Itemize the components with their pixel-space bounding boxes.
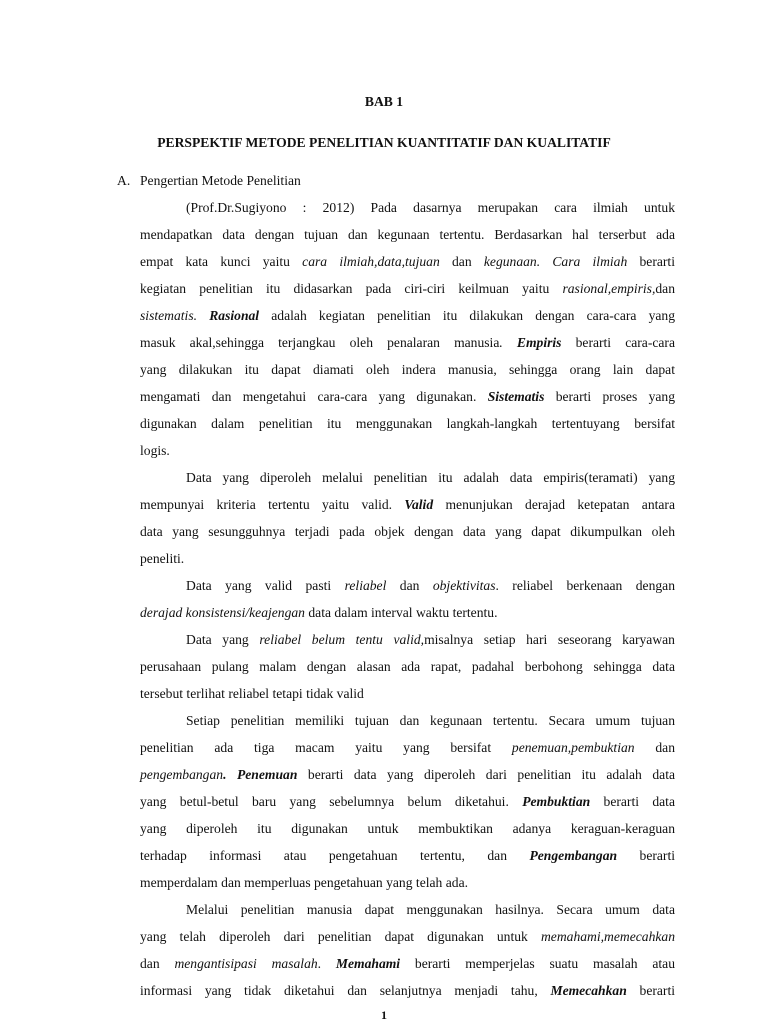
text-run: dan bbox=[140, 956, 175, 971]
text-run: data dalam interval waktu tertentu. bbox=[304, 605, 498, 620]
text-line bbox=[140, 604, 675, 622]
text-line bbox=[140, 388, 675, 406]
text-line bbox=[140, 658, 675, 676]
text-line bbox=[140, 361, 675, 379]
text-run bbox=[503, 335, 517, 350]
text-run: misalnya setiap hari seseorang karyawan bbox=[424, 632, 675, 647]
text-line bbox=[140, 550, 675, 568]
emphasis-run: Sistematis bbox=[487, 389, 545, 404]
text-line bbox=[186, 901, 675, 919]
emphasis-run: cara ilmiah,data,tujuan bbox=[302, 254, 440, 269]
text-line bbox=[140, 955, 675, 973]
text-run: Melalui penelitian manusia dapat menggunakan hasilnya. Secara umum data bbox=[186, 902, 675, 917]
page-number: 1 bbox=[381, 1008, 387, 1022]
text-run: berarti bbox=[627, 254, 675, 269]
text-run: logis. bbox=[140, 443, 170, 458]
text-run: empat kata kunci yaitu bbox=[140, 254, 303, 269]
text-run: Data yang valid pasti bbox=[186, 578, 345, 593]
text-run: terhadap informasi atau pengetahuan tertentu, dan bbox=[140, 848, 530, 863]
text-run: Data yang bbox=[186, 632, 260, 647]
section-heading: Pengertian Metode Penelitian bbox=[140, 173, 301, 188]
emphasis-run: . Penemuan bbox=[223, 767, 298, 782]
emphasis-run: Rasional bbox=[209, 308, 260, 323]
text-run: . bbox=[317, 956, 336, 971]
text-line bbox=[186, 577, 675, 595]
emphasis-run: reliabel bbox=[344, 578, 387, 593]
emphasis-run: reliabel belum tentu valid, bbox=[259, 632, 425, 647]
text-line bbox=[140, 307, 675, 325]
text-run: berarti bbox=[626, 983, 675, 998]
text-run: dan bbox=[634, 740, 675, 755]
text-run: digunakan dalam penelitian itu menggunakan langkah-langkah tertentuyang bersifat bbox=[140, 416, 675, 431]
text-run: adalah kegiatan penelitian itu dilakukan dengan cara-cara yang bbox=[259, 308, 676, 323]
text-run: berarti memperjelas suatu masalah atau bbox=[400, 956, 675, 971]
text-line bbox=[140, 685, 675, 703]
text-run: peneliti. bbox=[140, 551, 185, 566]
text-run: yang betul-betul baru yang sebelumnya belum diketahui. bbox=[140, 794, 523, 809]
text-run: berarti cara-cara bbox=[561, 335, 675, 350]
text-run: tersebut terlihat reliabel tetapi tidak valid bbox=[140, 686, 364, 701]
emphasis-run: mengantisipasi masalah bbox=[174, 956, 318, 971]
text-run: kegiatan penelitian itu didasarkan pada ciri-ciri keilmuan yaitu bbox=[140, 281, 563, 296]
text-run: berarti bbox=[617, 848, 675, 863]
section-marker: A. bbox=[117, 173, 131, 188]
text-run bbox=[197, 308, 209, 323]
text-line bbox=[140, 442, 675, 460]
text-run: yang dilakukan itu dapat diamati oleh indera manusia, sehingga orang lain dapat bbox=[140, 362, 675, 377]
text-line bbox=[140, 415, 675, 433]
text-run: memperdalam dan memperluas pengetahuan yang telah ada. bbox=[140, 875, 469, 890]
text-line bbox=[186, 469, 675, 487]
text-line bbox=[140, 793, 675, 811]
text-line bbox=[140, 523, 675, 541]
text-run: mempunyai kriteria tertentu yaitu valid. bbox=[140, 497, 405, 512]
text-line bbox=[140, 820, 675, 838]
emphasis-run: derajad konsistensi/keajengan bbox=[140, 605, 305, 620]
emphasis-run: Pembuktian bbox=[522, 794, 591, 809]
text-line bbox=[140, 496, 675, 514]
text-run: berarti proses yang bbox=[544, 389, 676, 404]
text-run: (Prof.Dr.Sugiyono : 2012) Pada dasarnya merupakan cara ilmiah untuk bbox=[186, 200, 675, 215]
emphasis-run: kegunaan. Cara ilmiah bbox=[483, 254, 628, 269]
text-run: yang telah diperoleh dari penelitian dapat digunakan untuk bbox=[140, 929, 541, 944]
emphasis-run: pengembangan bbox=[140, 767, 224, 782]
text-run: masuk akal,sehingga terjangkau oleh penalaran manusia bbox=[140, 335, 500, 350]
text-run: dan bbox=[439, 254, 484, 269]
text-line bbox=[140, 226, 675, 244]
emphasis-run: Empiris bbox=[516, 335, 562, 350]
text-line bbox=[140, 280, 675, 298]
text-run: mengamati dan mengetahui cara-cara yang digunakan. bbox=[140, 389, 488, 404]
text-run: dan bbox=[386, 578, 433, 593]
text-line bbox=[140, 874, 675, 892]
text-run: perusahaan pulang malam dengan alasan ada rapat, padahal berbohong sehingga data bbox=[140, 659, 675, 674]
text-run: dan bbox=[655, 281, 675, 296]
text-line bbox=[140, 847, 675, 865]
emphasis-run: sistematis. bbox=[140, 308, 198, 323]
chapter-title: PERSPEKTIF METODE PENELITIAN KUANTITATIF DAN KUALITATIF bbox=[157, 135, 611, 150]
emphasis-run: penemuan,pembuktian bbox=[511, 740, 635, 755]
emphasis-run: Memahami bbox=[335, 956, 401, 971]
text-line bbox=[186, 199, 675, 217]
text-line bbox=[186, 631, 675, 649]
text-line bbox=[140, 928, 675, 946]
text-run: data yang sesungguhnya terjadi pada objek dengan data yang dapat dikumpulkan oleh bbox=[140, 524, 675, 539]
text-run: informasi yang tidak diketahui dan selanjutnya menjadi tahu, bbox=[140, 983, 551, 998]
text-run: berarti data yang diperoleh dari penelitian itu adalah data bbox=[297, 767, 675, 782]
emphasis-run: Valid bbox=[404, 497, 434, 512]
emphasis-run: . bbox=[499, 335, 503, 350]
text-run: menunjukan derajad ketepatan antara bbox=[433, 497, 675, 512]
text-run: Setiap penelitian memiliki tujuan dan kegunaan tertentu. Secara umum tujuan bbox=[186, 713, 675, 728]
text-line bbox=[140, 982, 675, 1000]
text-line bbox=[140, 739, 675, 757]
emphasis-run: memahami,memecahkan bbox=[540, 929, 675, 944]
emphasis-run: Pengembangan bbox=[529, 848, 618, 863]
text-run: yang diperoleh itu digunakan untuk membuktikan adanya keraguan-keraguan bbox=[140, 821, 675, 836]
text-line bbox=[186, 712, 675, 730]
text-run: . reliabel berkenaan dengan bbox=[495, 578, 675, 593]
text-line bbox=[140, 334, 675, 352]
text-line bbox=[140, 253, 675, 271]
chapter-label: BAB 1 bbox=[364, 94, 404, 109]
text-run: mendapatkan data dengan tujuan dan kegunaan tertentu. Berdasarkan hal terserbut ada bbox=[140, 227, 675, 242]
emphasis-run: rasional,empiris, bbox=[562, 281, 656, 296]
text-line bbox=[140, 766, 675, 784]
text-run: berarti data bbox=[590, 794, 675, 809]
text-run: penelitian ada tiga macam yaitu yang bersifat bbox=[140, 740, 512, 755]
text-run: Data yang diperoleh melalui penelitian itu adalah data empiris(teramati) yang bbox=[186, 470, 675, 485]
emphasis-run: objektivitas bbox=[432, 578, 496, 593]
emphasis-run: Memecahkan bbox=[550, 983, 627, 998]
